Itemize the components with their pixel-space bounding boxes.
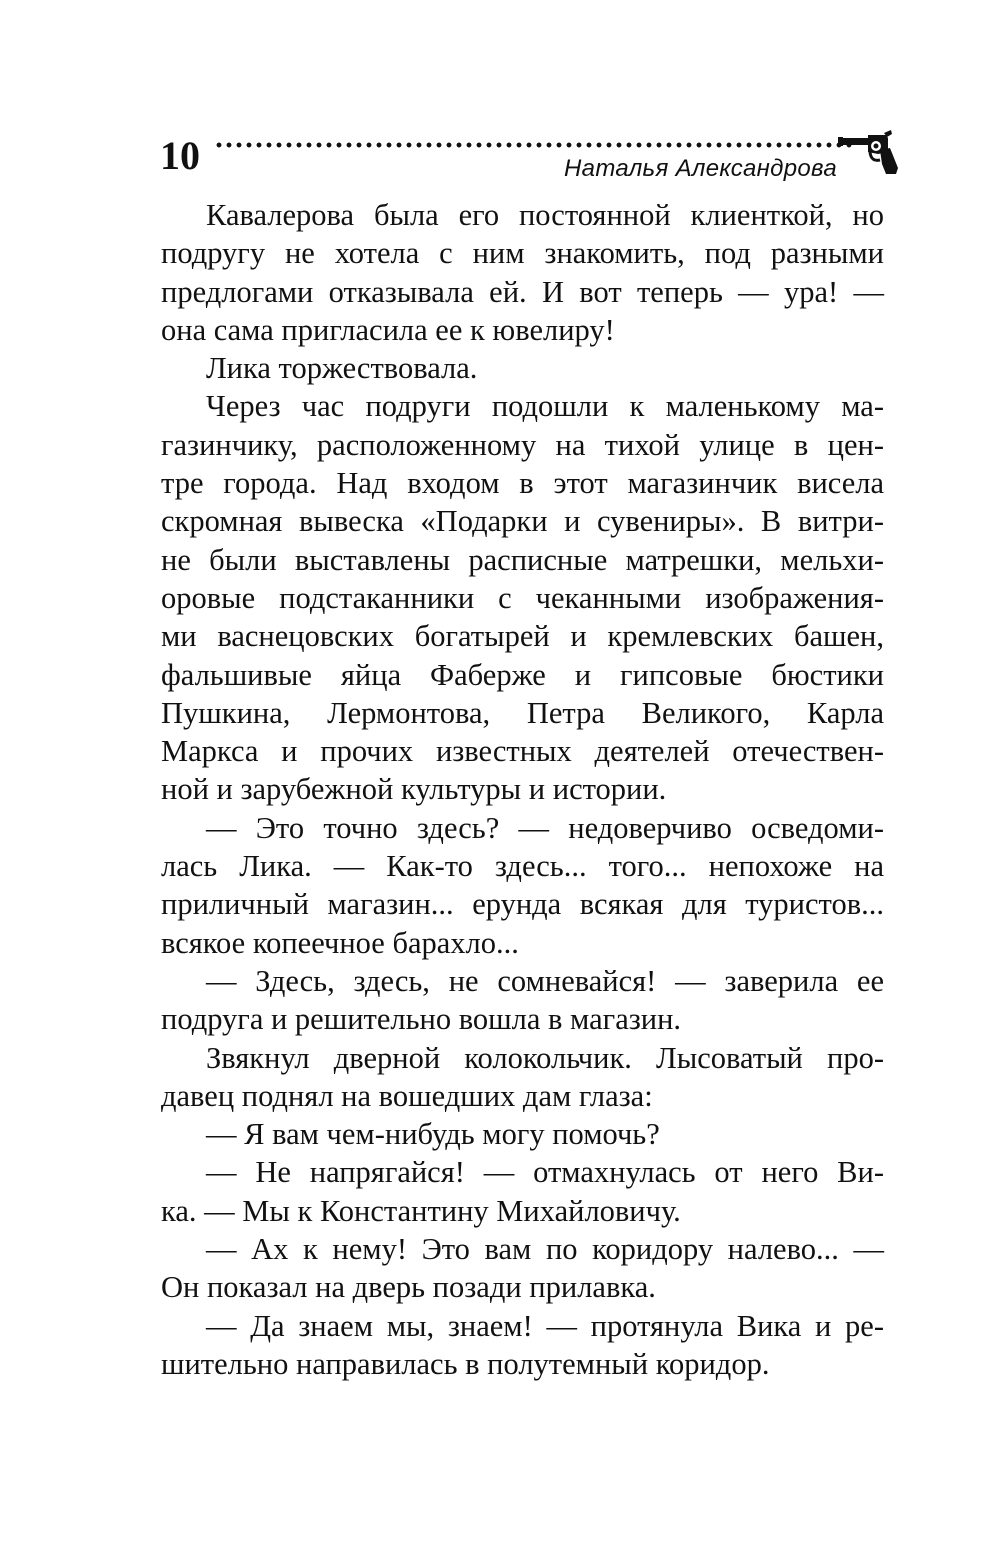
text-line: — Да знаем мы, знаем! — протянула Вика и ре- (206, 1308, 884, 1343)
text-line: — Не напрягайся! — отмахнулась от него Ви- (206, 1155, 884, 1190)
text-line: фальшивые яйца Фаберже и гипсовые бюстики (161, 657, 884, 692)
text-line: ми васнецовских богатырей и кремлевских башен, (161, 619, 884, 654)
text-line: Кавалерова была его постоянной клиенткой, но (206, 198, 884, 232)
text-line: подруга и решительно вошла в магазин. (161, 1002, 682, 1037)
text-line: тре города. Над входом в этот магазинчик висела (161, 466, 884, 501)
running-header (0, 0, 1000, 200)
revolver-icon (838, 128, 898, 176)
text-line: Пушкина, Лермонтова, Петра Великого, Карла (161, 695, 884, 730)
text-line: ка. — Мы к Константину Михайловичу. (161, 1193, 681, 1228)
running-head-author: Наталья Александрова (564, 155, 837, 182)
text-line: лась Лика. — Как-то здесь... того... непохоже на (161, 849, 884, 884)
text-line: подругу не хотела с ним знакомить, под разными (161, 236, 884, 271)
text-line: давец поднял на вошедших дам глаза: (161, 1078, 653, 1113)
text-line: скромная вывеска «Подарки и сувениры». В витри- (161, 504, 884, 539)
text-line: — Я вам чем-нибудь могу помочь? (206, 1117, 660, 1152)
text-line: — Ах к нему! Это вам по коридору налево... — (206, 1232, 884, 1267)
text-line: не были выставлены расписные матрешки, мельхи- (161, 542, 884, 577)
text-line: Маркса и прочих известных деятелей отечествен- (161, 734, 884, 769)
text-line: всякое копеечное барахло... (161, 925, 519, 960)
text-line: Лика торжествовала. (206, 351, 478, 386)
page-number: 10 (160, 133, 200, 178)
text-line: предлогами отказывала ей. И вот теперь — ура! — (161, 274, 884, 309)
page-body (161, 196, 884, 1383)
dotted-leader (214, 142, 854, 148)
text-line: — Здесь, здесь, не сомневайся! — заверила ее (206, 963, 884, 998)
text-line: Он показал на дверь позади прилавка. (161, 1270, 656, 1305)
text-line: Через час подруги подошли к маленькому ма- (206, 389, 884, 424)
text-line: Звякнул дверной колокольчик. Лысоватый про- (206, 1040, 884, 1075)
text-line: — Это точно здесь? — недоверчиво осведоми- (206, 810, 884, 845)
text-line: приличный магазин... ерунда всякая для туристов... (161, 887, 884, 922)
text-line: она сама пригласила ее к ювелиру! (161, 312, 615, 347)
text-line: газинчику, расположенному на тихой улице в цен- (161, 427, 884, 462)
text-line: шительно направилась в полутемный коридор. (161, 1346, 770, 1381)
text-line: ной и зарубежной культуры и истории. (161, 772, 667, 807)
text-line: оровые подстаканники с чеканными изображения- (161, 580, 884, 615)
